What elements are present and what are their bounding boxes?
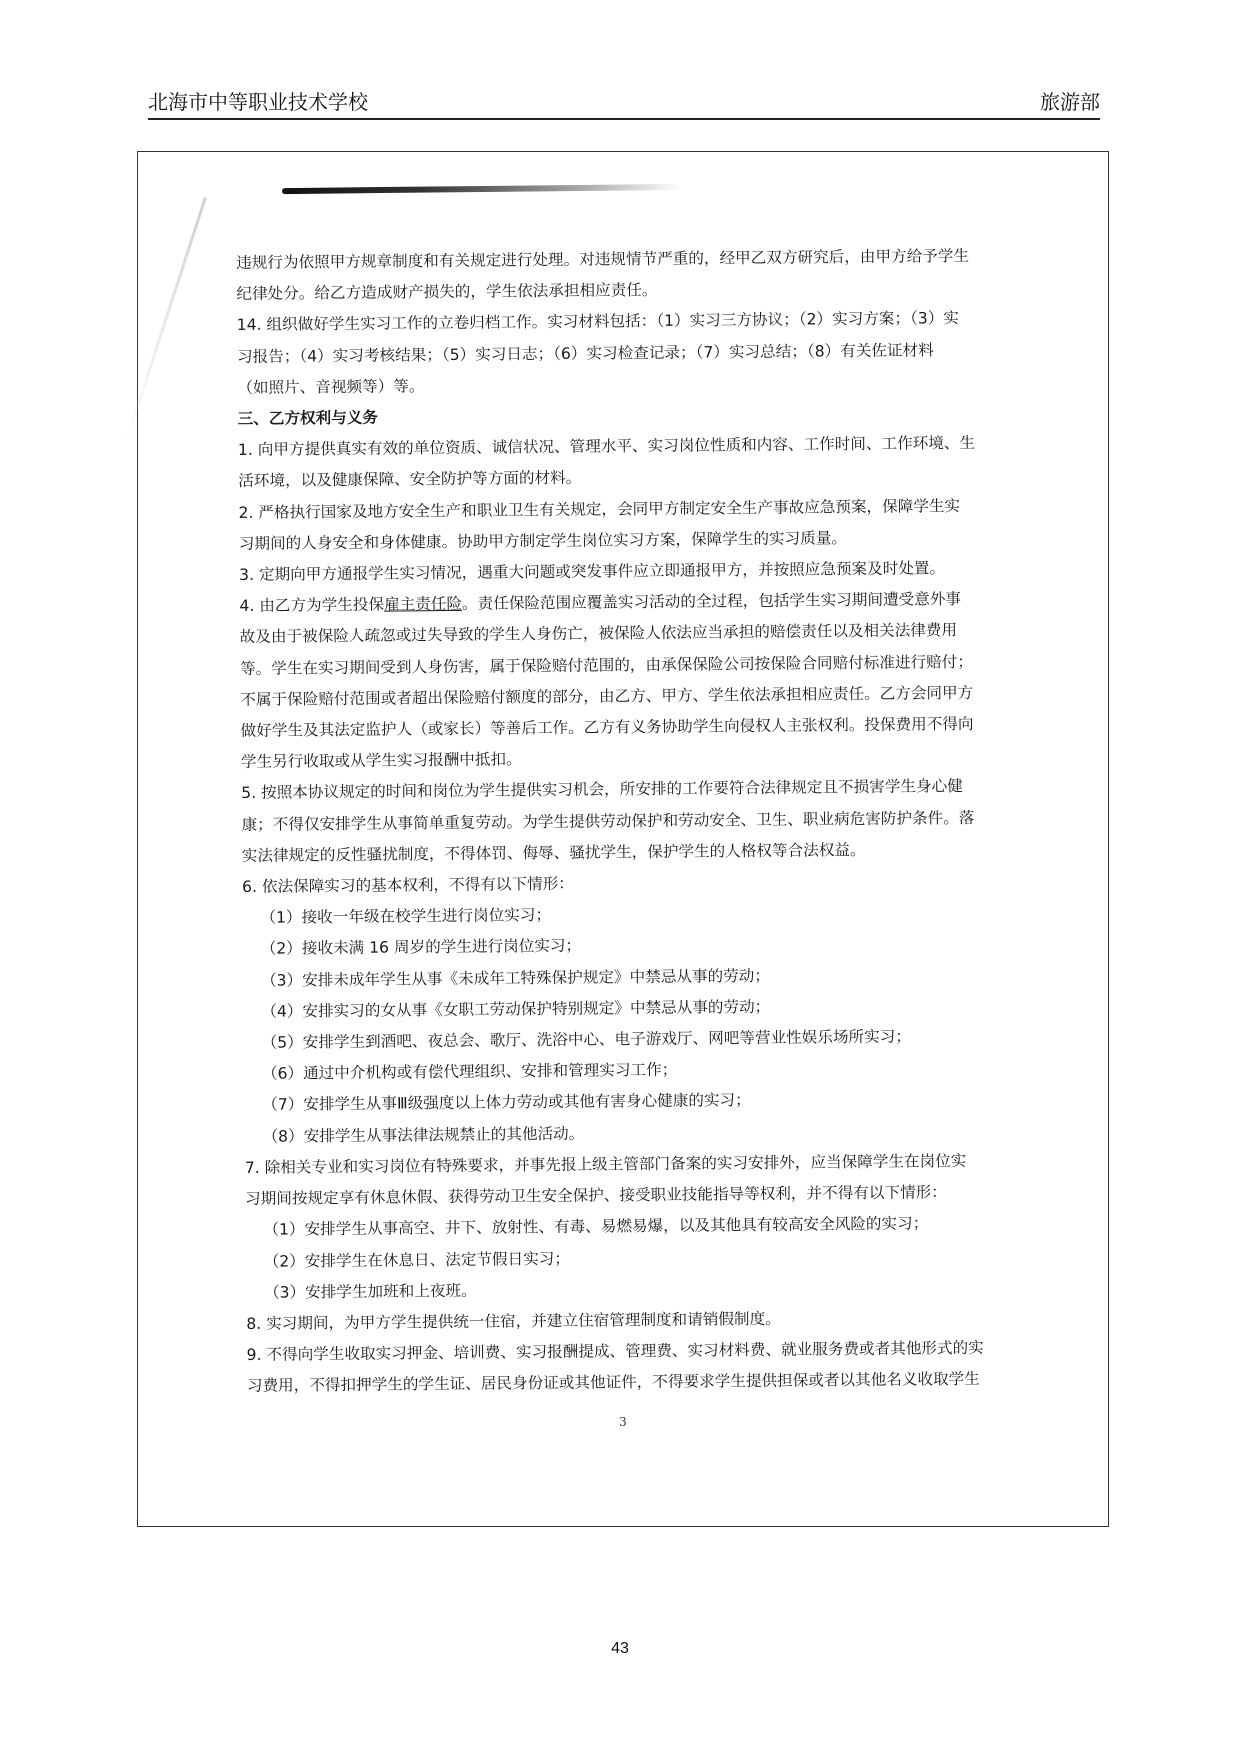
text-line: 9. 不得向学生收取实习押金、培训费、实习报酬提成、管理费、实习材料费、就业服务费或者其他形式的实 (246, 1338, 984, 1365)
text-line: 3. 定期向甲方通报学生实习情况，遇重大问题或突发事件应立即通报甲方，并按照应急预案及时处置。 (239, 559, 946, 585)
text-line: 故及由于被保险人疏忽或过失导致的学生人身伤亡，被保险人依法应当承担的赔偿责任以及相关法律费用 (239, 621, 958, 647)
page-number: 43 (611, 1640, 629, 1657)
text-line: 5. 按照本协议规定的时间和岗位为学生提供实习机会，所安排的工作要符合法律规定且不损害学生身心健 (241, 777, 963, 803)
list-item: （2）接收未满 16 周岁的学生进行岗位实习； (260, 937, 582, 959)
text-line: 习期间按规定享有休息休假、获得劳动卫生安全保护、接受职业技能指导等权利，并不得有以下情形： (245, 1183, 947, 1209)
text-line: 违规行为依照甲方规章制度和有关规定进行处理。对违规情节严重的，经甲乙双方研究后，由甲方给予学生 (236, 246, 970, 272)
scanned-page-frame (137, 151, 1109, 1527)
list-item: （3）安排学生加班和上夜班。 (263, 1281, 477, 1302)
school-name: 北海市中等职业技术学校 (148, 90, 368, 114)
text-line: 康；不得仅安排学生从事简单重复劳动。为学生提供劳动保护和劳动安全、卫生、职业病危害防护条件。落 (241, 808, 975, 834)
text-line: 做好学生及其法定监护人（或家长）等善后工作。乙方有义务协助学生向侵权人主张权利。投保费用不得向 (240, 714, 974, 741)
list-item: （2）安排学生在休息日、法定节假日实习； (263, 1249, 571, 1271)
text-line: 习费用，不得扣押学生的学生证、居民身份证或其他证件，不得要求学生提供担保或者以其他名义收取学生 (246, 1370, 980, 1396)
list-item: （8）安排学生从事法律法规禁止的其他活动。 (262, 1124, 585, 1146)
list-item: （1）安排学生从事高空、井下、放射性、有毒、易燃易爆，以及其他具有较高安全风险的实习； (263, 1214, 929, 1240)
text-line: 纪律处分。给乙方造成财产损失的，学生依法承担相应责任。 (236, 281, 658, 304)
text-line: 活环境，以及健康保障、安全防护等方面的材料。 (238, 469, 582, 491)
list-item: （3）安排未成年学生从事《未成年工特殊保护规定》中禁忌从事的劳动； (260, 966, 771, 990)
text-segment: 。责任保险范围应覆盖实习活动的全过程，包括学生实习期间遭受意外事 (461, 590, 962, 614)
text-line: 7. 除相关专业和实习岗位有特殊要求，并事先报上级主管部门备案的实习安排外，应当保障学生在岗位实 (244, 1151, 967, 1177)
scan-artifact-diagonal (124, 197, 207, 445)
text-line: （如照片、音视频等）等。 (237, 377, 425, 397)
text-line: 实法律规定的反性骚扰制度，不得体罚、侮辱、骚扰学生，保护学生的人格权等合法权益。 (241, 840, 866, 865)
text-line: 学生另行收取或从学生实习报酬中抵扣。 (240, 750, 522, 772)
text-line: 习期间的人身安全和身体健康。协助甲方制定学生岗位实习方案，保障学生的实习质量。 (238, 528, 848, 553)
list-item: （4）安排实习的女从事《女职工劳动保护特别规定》中禁忌从事的劳动； (261, 997, 771, 1021)
page-header (148, 86, 1100, 120)
text-line: 2. 严格执行国家及地方安全生产和职业卫生有关规定，会同甲方制定安全生产事故应急预案，保障学生实 (238, 496, 961, 522)
text-line: 8. 实习期间，为甲方学生提供统一住宿，并建立住宿管理制度和请销假制度。 (246, 1309, 781, 1333)
inner-page-number: 3 (619, 1415, 627, 1429)
header-rule (148, 118, 1100, 120)
text-segment: 4. 由乙方为学生投保 (239, 595, 385, 616)
list-item: （6）通过中介机构或有偿代理组织、安排和管理实习工作； (261, 1061, 678, 1084)
text-line: 不属于保险赔付范围或者超出保险赔付额度的部分，由乙方、甲方、学生依法承担相应责任。乙方会同甲方 (240, 683, 974, 709)
section-heading: 三、乙方权利与义务 (237, 408, 379, 429)
text-line: 习报告；（4）实习考核结果；（5）实习日志；（6）实习检查记录；（7）实习总结；（8）有关佐证材料 (236, 340, 934, 366)
text-line: 14. 组织做好学生实习工作的立卷归档工作。实习材料包括：（1）实习三方协议；（2）实习方案；（3）实 (236, 309, 960, 335)
text-line: 6. 依法保障实习的基本权利，不得有以下情形： (242, 874, 574, 897)
list-item: （1）接收一年级在校学生进行岗位实习； (260, 906, 552, 928)
department-name: 旅游部 (1040, 90, 1100, 114)
underlined-term: 雇主责任险 (383, 595, 463, 614)
list-item: （5）安排学生到酒吧、夜总会、歌厅、洗浴中心、电子游戏厅、网吧等营业性娱乐场所实习； (261, 1027, 911, 1052)
list-item: （7）安排学生从事Ⅲ级强度以上体力劳动或其他有害身心健康的实习； (262, 1091, 751, 1115)
scan-artifact-stroke (282, 184, 682, 194)
text-line: 1. 向甲方提供真实有效的单位资质、诚信状况、管理水平、实习岗位性质和内容、工作时间、工作环境、生 (237, 434, 976, 460)
agreement-text (236, 240, 1047, 1402)
text-line: 等。学生在实习期间受到人身伤害，属于保险赔付范围的，由承保保险公司按保险合同赔付标准进行赔付； (239, 652, 974, 678)
